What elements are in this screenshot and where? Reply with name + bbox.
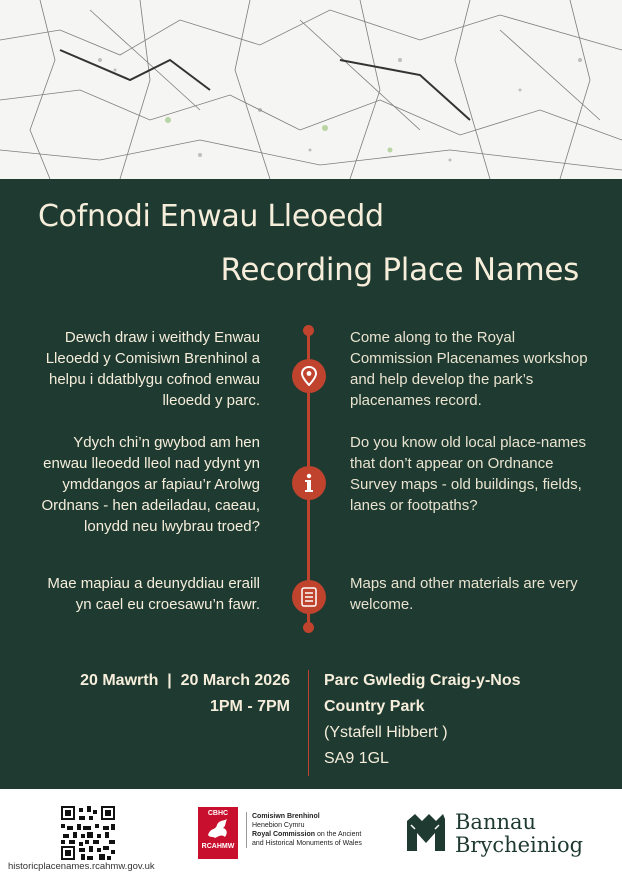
english-title: Recording Place Names: [220, 252, 579, 288]
rc-welsh-2: Henebion Cymru: [252, 822, 305, 829]
timeline-bottom-dot: [303, 622, 314, 633]
rc-english-1: Royal Commission: [252, 831, 316, 838]
english-paragraph-2: Do you know old local place-names that don’t appear on Ordnance Survey maps - old buildings, fields, lanes or footpaths?: [350, 434, 586, 514]
event-venue: [324, 668, 521, 772]
english-paragraph-3: Maps and other materials are very welcome.: [350, 575, 578, 613]
venue-line-1: Parc Gwledig Craig-y-Nos: [324, 672, 521, 689]
venue-line-2: Country Park: [324, 698, 425, 715]
event-date: 20 Mawrth | 20 March 2026: [80, 672, 290, 689]
location-pin-icon: [292, 359, 326, 393]
rc-welsh-1: Comisiwn Brenhinol: [252, 813, 320, 820]
royal-commission-text: [246, 812, 362, 848]
welsh-paragraph-3: Mae mapiau a deunyddiau eraill yn cael eu croesawu’n fawr.: [47, 575, 260, 613]
welsh-paragraph-2: Ydych chi’n gwybod am hen enwau lleoedd lleol nad ydynt yn ymddangos ar fapiau’r Arolwg Ordnans - hen adeiladau, caeau, lonydd neu lwybrau troed?: [41, 434, 260, 535]
qr-code-icon[interactable]: [61, 806, 115, 860]
venue-postcode: SA9 1GL: [324, 750, 389, 767]
bb-line-2: Brycheiniog: [455, 833, 584, 857]
rc-english-2: on the Ancient: [316, 831, 362, 838]
event-date-time: [80, 668, 290, 720]
bannau-brycheiniog-logo-icon: [405, 811, 447, 855]
timeline-top-dot: [303, 325, 314, 336]
rc-badge-bottom: RCAHMW: [201, 843, 235, 850]
bannau-brycheiniog-text: [455, 811, 583, 857]
venue-room: (Ystafell Hibbert ): [324, 724, 448, 741]
checklist-icon: [292, 580, 326, 614]
website-url[interactable]: historicplacenames.rcahmw.gov.uk: [8, 861, 155, 872]
event-divider: [308, 670, 309, 776]
dragon-icon: [205, 817, 231, 841]
english-paragraph-1: Come along to the Royal Commission Placenames workshop and help develop the park’s placenames record.: [350, 329, 588, 409]
bb-line-1: Bannau: [455, 810, 537, 834]
welsh-title: Cofnodi Enwau Lleoedd: [38, 199, 384, 234]
welsh-paragraph-1: Dewch draw i weithdy Enwau Lleoedd y Comisiwn Brenhinol a helpu i ddatblygu cofnod enwau lleoedd y parc.: [45, 329, 260, 409]
main-panel: [0, 179, 622, 789]
footer: [0, 789, 622, 882]
historic-map-image: [0, 0, 622, 179]
info-icon: [292, 466, 326, 500]
rc-badge-top: CBHC: [207, 810, 229, 817]
event-time: 1PM - 7PM: [209, 698, 290, 715]
royal-commission-logo: [198, 807, 238, 859]
rc-english-3: and Historical Monuments of Wales: [252, 840, 362, 847]
